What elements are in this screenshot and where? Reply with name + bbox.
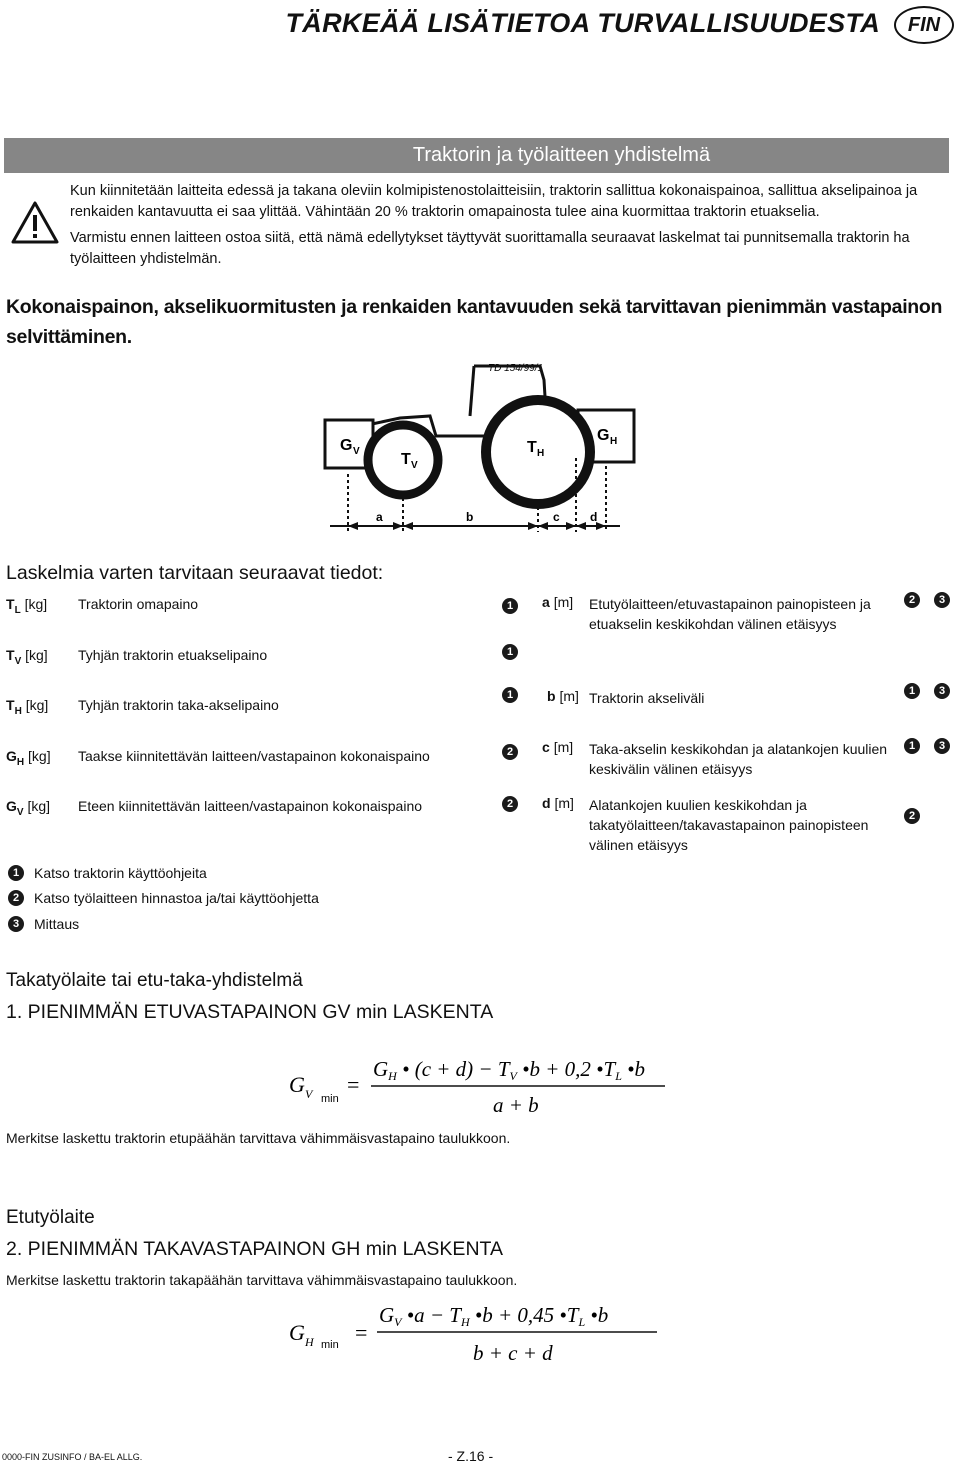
section2-note: Merkitse laskettu traktorin takapäähän tarvittava vähimmäisvastapaino taulukkoon. [6,1272,518,1288]
diagram-code: TD 154/99/1 [488,363,544,374]
symbol-tl: $T_L$ [kg] [6,596,48,616]
warning-triangle-icon [10,200,60,246]
svg-text:GV •a − TH •b + 0,45 •TL •b: GV •a − TH •b + 0,45 •TL •b [379,1303,609,1329]
section1-title: Takatyölaite tai etu-taka-yhdistelmä [6,970,303,991]
ref-badge: 2 [502,796,518,812]
ref-badge: 1 [502,687,518,703]
label-tv: T [401,451,411,468]
page-number: - Z.16 - [448,1448,494,1464]
section2-subtitle: 2. PIENIMMÄN TAKAVASTAPAINON GH min LASKENTA [6,1238,503,1260]
ref-badge: 3 [934,592,950,608]
desc-d: Alatankojen kuulien keskikohdan ja takatyölaitteen/takavastapainon painopisteen välinen etäisyys [589,797,869,853]
section-title-band [4,138,949,173]
dim-d: d [590,510,598,524]
legend-text: Mittaus [34,916,80,932]
symbol-a: a [m] [542,594,574,610]
ref-badge: 1 [904,738,920,754]
legend-text: Katso traktorin käyttöohjeita [34,865,207,881]
warning-paragraph-1: Kun kiinnitetään laitteita edessä ja takana oleviin kolmipistenostolaitteisiin, traktorin sallittua kokonaispainoa, sallittua akselipainoa ja renkaiden kantavuutta ei saa ylittää. Vähintään 20 % traktorin omapainosta tulee aina kuormittaa traktorin etuakselia. [70,183,918,220]
symbol-gv: $G_V$ [kg] [6,798,51,818]
section1-subtitle: 1. PIENIMMÄN ETUVASTAPAINON GV min LASKENTA [6,1001,494,1023]
section-title: Traktorin ja työlaitteen yhdistelmä [412,144,711,166]
ref-badge: 2 [904,808,920,824]
symbol-tv: $T_V$ [kg] [6,647,48,667]
svg-text:V: V [305,1087,313,1101]
svg-text:min: min [321,1339,339,1351]
label-gv: G [340,437,353,454]
label-th-sub: H [537,448,545,459]
symbol-b: b [m] [547,688,579,704]
legend-badge: 1 [8,865,24,881]
main-heading: Kokonaispainon, akselikuormitusten ja renkaiden kantavuuden sekä tarvittavan pienimmän vastapainon selvittäminen. [6,296,943,348]
label-gh: G [597,427,610,444]
label-gv-sub: V [353,446,360,457]
ref-badge: 2 [904,592,920,608]
ref-badge: 2 [502,744,518,760]
formula-gh-min [285,1298,685,1370]
formula-gv-min [285,1050,685,1120]
desc-gv: Eteen kiinnitettävän laitteen/vastapainon kokonaispaino [78,798,423,814]
dim-b: b [466,510,474,524]
symbol-c: c [m] [542,739,574,755]
dim-a: a [376,510,383,524]
desc-c: Taka-akselin keskikohdan ja alatankojen kuulien keskivälin välinen etäisyys [589,741,888,777]
legend-text: Katso työlaitteen hinnastoa ja/tai käyttöohjetta [34,890,319,906]
warning-paragraph-2: Varmistu ennen laitteen ostoa siitä, että nämä edellytykset täyttyvät suorittamalla seuraavat laskelmat tai punnitsemalla traktorin ha työlaitteen yhdistelmän. [70,230,910,267]
svg-text:GH • (c + d) − TV •b + 0,2 •TL: GH • (c + d) − TV •b + 0,2 •TL •b [373,1057,645,1083]
legend-badge: 2 [8,890,24,906]
svg-text:b + c + d: b + c + d [473,1341,553,1365]
dim-c: c [553,510,560,524]
section2-title: Etutyölaite [6,1207,95,1228]
symbol-gh: $G_H$ [kg] [6,748,51,768]
data-heading: Laskelmia varten tarvitaan seuraavat tiedot: [6,562,384,584]
ref-badge: 1 [502,644,518,660]
language-badge: FIN [894,6,954,44]
svg-text:a + b: a + b [493,1093,539,1117]
svg-text:min: min [321,1093,339,1105]
svg-text:G: G [289,1072,305,1097]
ref-badge: 3 [934,683,950,699]
section1-note: Merkitse laskettu traktorin etupäähän tarvittava vähimmäisvastapaino taulukkoon. [6,1130,511,1146]
svg-text:=: = [347,1072,360,1097]
desc-th: Tyhjän traktorin taka-akselipaino [78,697,279,713]
page-header-title: TÄRKEÄÄ LISÄTIETOA TURVALLISUUDESTA [285,8,880,38]
desc-gh: Taakse kiinnitettävän laitteen/vastapainon kokonaispaino [78,748,430,764]
ref-badge: 1 [502,598,518,614]
tractor-diagram [300,358,660,538]
ref-badge: 1 [904,683,920,699]
svg-text:G: G [289,1320,305,1345]
label-gh-sub: H [610,436,618,447]
label-th: T [527,439,537,456]
footer-doc-code: 0000-FIN ZUSINFO / BA-EL ALLG. [2,1452,143,1462]
ref-badge: 3 [934,738,950,754]
symbol-th: $T_H$ [kg] [6,697,49,717]
svg-text:H: H [305,1335,314,1349]
svg-text:=: = [355,1320,368,1345]
desc-a: Etutyölaitteen/etuvastapainon painopisteen ja etuakselin keskikohdan välinen etäisyys [589,596,871,632]
label-tv-sub: V [411,460,418,471]
legend-badge: 3 [8,916,24,932]
desc-tl: Traktorin omapaino [78,596,199,612]
desc-tv: Tyhjän traktorin etuakselipaino [78,647,268,663]
desc-b: Traktorin akseliväli [589,690,705,706]
symbol-d: d [m] [542,795,574,811]
